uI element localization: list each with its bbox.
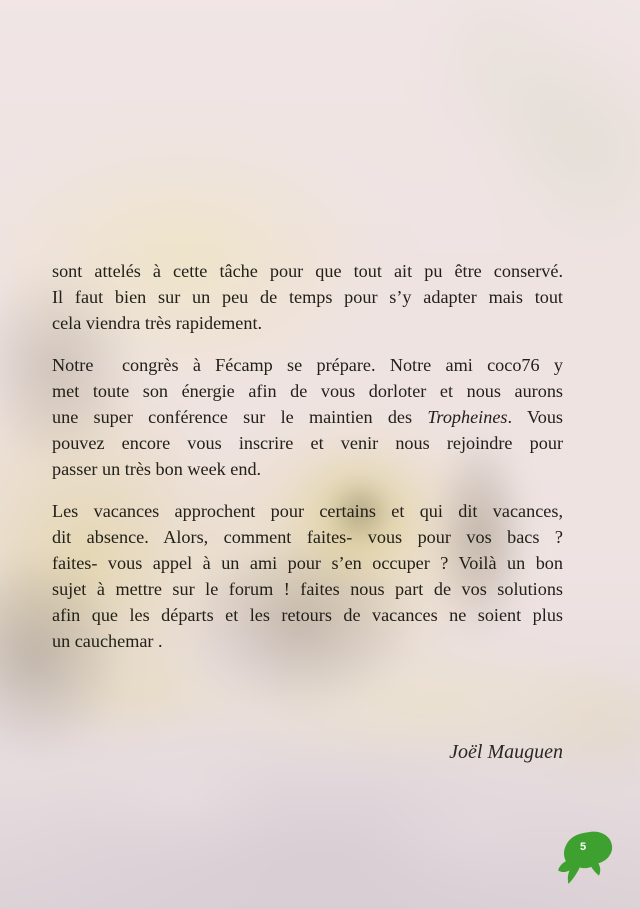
page-number: 5 xyxy=(579,841,587,853)
author-signature: Joël Mauguen xyxy=(449,741,563,763)
text-line: cela viendra très rapidement. xyxy=(52,313,263,333)
paragraph xyxy=(52,498,563,654)
text-line: pouvez encore vous inscrire et venir nous rejoindre pour xyxy=(52,433,563,453)
text-line: met toute son énergie afin de vous dorloter et nous aurons xyxy=(52,381,563,401)
text-line: faites- vous appel à un ami pour s’en occuper ? Voilà un bon xyxy=(52,553,563,573)
text-line: passer un très bon week end. xyxy=(52,459,262,479)
text-line: Notre congrès à Fécamp se prépare. Notre ami coco76 y xyxy=(52,355,563,375)
article-text xyxy=(52,258,563,670)
fish-icon xyxy=(554,827,616,885)
text-line: un cauchemar . xyxy=(52,631,163,651)
text-line: Les vacances approchent pour certains et qui dit vacances, xyxy=(52,501,563,521)
text-line: dit absence. Alors, comment faites- vous pour vos bacs ? xyxy=(52,527,563,547)
fish-silhouette-path xyxy=(558,832,612,884)
text-line: Il faut bien sur un peu de temps pour s’y adapter mais tout xyxy=(52,287,563,307)
page-number-marker xyxy=(554,827,616,885)
text-line: afin que les départs et les retours de vacances ne soient plus xyxy=(52,605,563,625)
text-line: sujet à mettre sur le forum ! faites nous part de vos solutions xyxy=(52,579,563,599)
text-line: sont attelés à cette tâche pour que tout ait pu être conservé. xyxy=(52,261,563,281)
paragraph xyxy=(52,352,563,482)
paragraph xyxy=(52,258,563,336)
text-line: une super conférence sur le maintien des Tropheines. Vous xyxy=(52,407,563,427)
